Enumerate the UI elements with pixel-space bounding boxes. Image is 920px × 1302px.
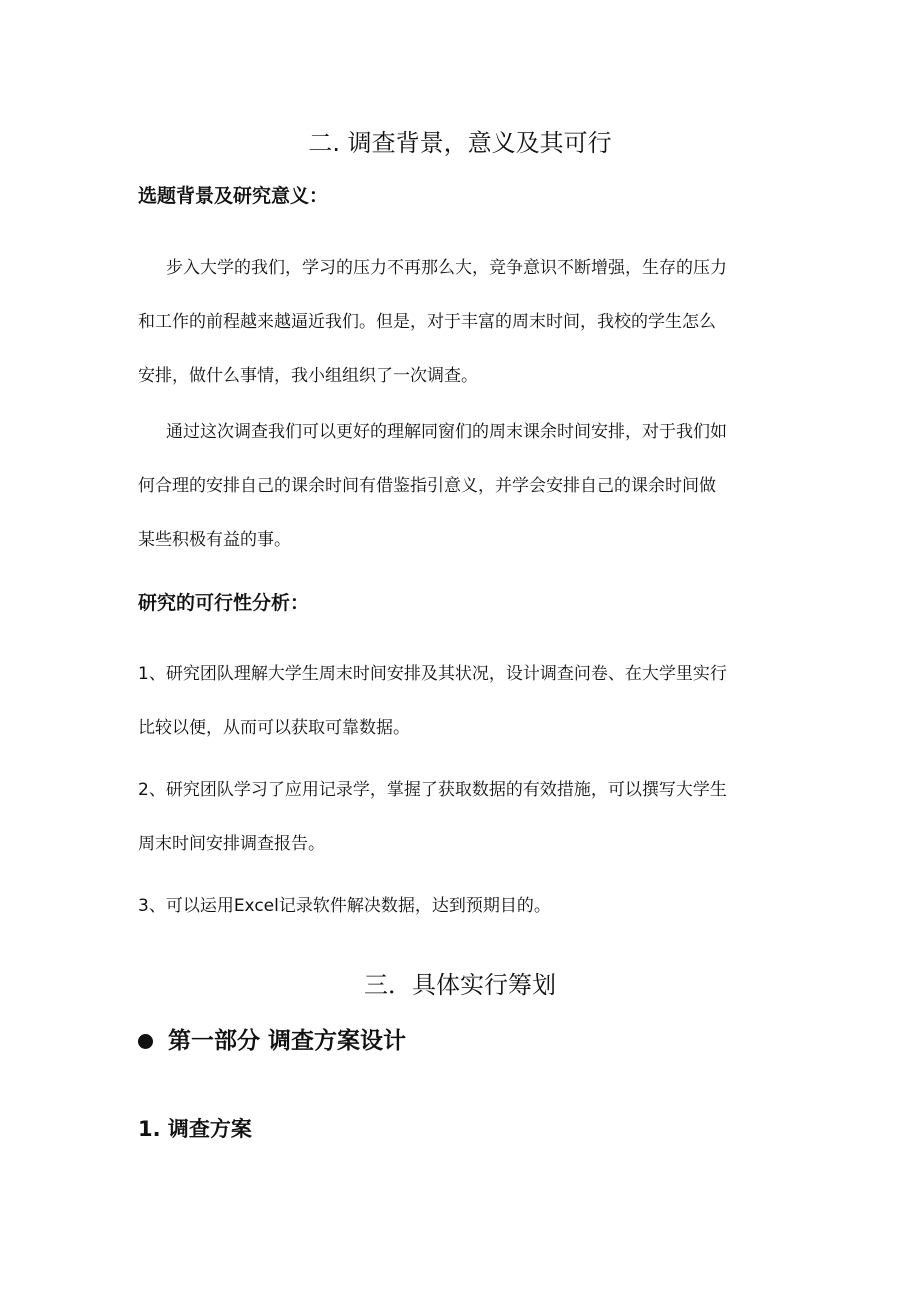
list-item-line: 周末时间安排调查报告。 xyxy=(138,834,325,854)
section-2-title: 二. 调查背景，意义及其可行 xyxy=(308,129,612,157)
paragraph-line: 安排，做什么事情，我小组组织了一次调查。 xyxy=(138,366,478,386)
list-item-line: 比较以便，从而可以获取可靠数据。 xyxy=(138,718,410,738)
paragraph-line: 通过这次调查我们可以更好的理解同窗们的周末课余时间安排，对于我们如 xyxy=(166,422,727,442)
background-heading: 选题背景及研究意义： xyxy=(138,185,329,207)
feasibility-heading: 研究的可行性分析： xyxy=(138,592,310,614)
part-1-heading-text: 第一部分 调查方案设计 xyxy=(168,1028,407,1054)
background-paragraph-2 xyxy=(138,405,783,567)
section-3-title: 三．具体实行筹划 xyxy=(364,971,556,999)
paragraph-line: 步入大学的我们，学习的压力不再那么大，竞争意识不断增强，生存的压力 xyxy=(166,258,727,278)
bullet-dot-icon xyxy=(138,1034,153,1049)
survey-plan-heading: 1. 调查方案 xyxy=(138,1117,252,1141)
part-1-heading xyxy=(138,1024,406,1058)
paragraph-line: 某些积极有益的事。 xyxy=(138,530,291,550)
feasibility-item-1 xyxy=(138,647,783,755)
feasibility-item-3 xyxy=(138,879,783,933)
feasibility-item-2 xyxy=(138,763,783,871)
list-item-line: 3、可以运用Excel记录软件解决数据，达到预期目的。 xyxy=(138,896,551,916)
background-paragraph-1 xyxy=(138,241,783,403)
paragraph-line: 和工作的前程越来越逼近我们。但是，对于丰富的周末时间，我校的学生怎么 xyxy=(138,312,716,332)
paragraph-line: 何合理的安排自己的课余时间有借鉴指引意义，并学会安排自己的课余时间做 xyxy=(138,476,716,496)
list-item-line: 2、研究团队学习了应用记录学，掌握了获取数据的有效措施，可以撰写大学生 xyxy=(138,780,727,800)
list-item-line: 1、研究团队理解大学生周末时间安排及其状况，设计调查问卷、在大学里实行 xyxy=(138,664,727,684)
